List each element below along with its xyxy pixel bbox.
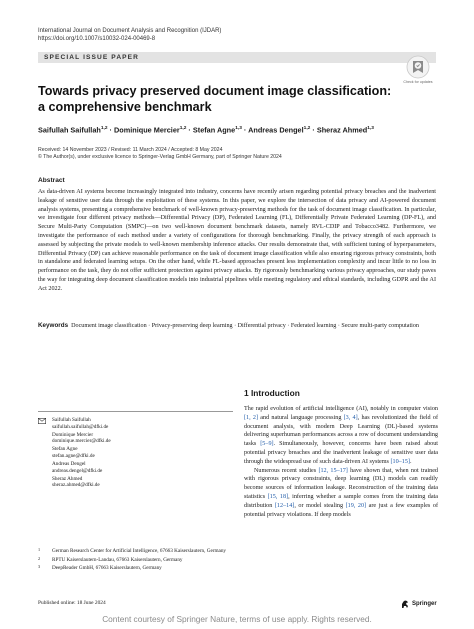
contact-email[interactable]: sheraz.ahmed@dfki.de [52, 482, 100, 489]
abstract-text: As data-driven AI systems become increasingly integrated into industry, concerns have recently arisen regarding potential privacy breaches and the inadvertent leakage of sensitive user data through the exploitation of these systems. In this paper, we explore the intersection of data privacy and AI-powered document analysis systems, presenting a comprehensive benchmark of well-known privacy-preserving methods for the task of document image classification. In particular, we investigate four different privacy methods—Differential Privacy (DP), Federated Learning (FL), Differentially Private Federated Learning (DP-FL), and Secure Multi-Party Computation (SMPC)—on two well-known document benchmark datasets, namely RVL-CDIP and Tobacco3482. Furthermore, we investigate the performance of each method under a variety of configurations for thorough benchmarking. Finally, the privacy strength of each approach is assessed by subjecting the private models to well-known membership inference attacks. Our results demonstrate that, with sufficient tuning of hyperparameters, Differential Privacy (DP) can achieve reasonable performance on the task of document image classification while also ensuring rigorous privacy constraints, both in standalone and federated learning setups. On the other hand, while FL-based approaches present less implementation complexity and incur little to no loss in performance on the task, they do not offer sufficient protection against privacy attacks. By rigorously benchmarking various privacy approaches, our study paves the way for integrating deep document classification models into industrial pipelines while meeting regulatory and ethical standards, including GDPR and the AI Act 2022. [38, 189, 436, 292]
author-affiliation-marker: 1,2 [179, 126, 187, 131]
author-contacts [38, 417, 233, 490]
special-issue-banner: SPECIAL ISSUE PAPER [38, 52, 436, 63]
springer-horse-icon [400, 599, 410, 609]
affiliation-text: DeepReader GmbH, 67663 Kaiserslautern, Germany [52, 565, 162, 572]
contact-entry [38, 446, 233, 459]
paragraph-text: have shown that, when not trained with rigorous privacy constraints, deep learning (DL) models can readily become sources of information leakage. Reconstruction of the training data statistics [244, 467, 438, 500]
paragraph-text: Numerous recent studies [254, 467, 319, 474]
introduction-body [244, 405, 438, 519]
citation-link[interactable]: [10–15] [390, 458, 410, 465]
paragraph-text: , or model stealing [294, 502, 346, 509]
affiliation-entry [38, 565, 233, 572]
journal-header [38, 27, 221, 43]
dates-line: Received: 14 November 2023 / Revised: 11 March 2024 / Accepted: 8 May 2024 [38, 147, 223, 153]
author-name[interactable]: Saifullah Saifullah [38, 125, 101, 135]
paragraph-text: . [409, 458, 412, 465]
citation-link[interactable]: [3, 4] [343, 414, 358, 421]
contact-name: Saifullah Saifullah [52, 417, 91, 423]
footnote-divider [38, 411, 233, 412]
keywords-text: Document image classification · Privacy-preserving deep learning · Differential privacy · Federated learning · Secure multi-party computation [71, 323, 419, 329]
check-for-updates-icon[interactable] [406, 55, 430, 79]
keywords-label: Keywords [38, 322, 69, 329]
publisher-logo [400, 599, 437, 609]
keywords [38, 321, 438, 331]
contact-email[interactable]: andreas.dengel@dfki.de [52, 467, 103, 474]
publisher-name: Springer [412, 601, 437, 607]
journal-name: International Journal on Document Analysis and Recognition (IJDAR) [38, 28, 222, 34]
copyright-line: © The Author(s), under exclusive licence to Springer-Verlag GmbH Germany, part of Springer Nature 2024 [38, 154, 282, 160]
paragraph-text: are just a few examples of potential privacy violations. If deep models [244, 502, 438, 518]
contact-email[interactable]: saifullah.saifullah@dfki.de [52, 423, 109, 430]
contact-name: Sheraz Ahmed [52, 475, 83, 482]
author-affiliation-marker: 1,2 [100, 126, 108, 131]
citation-link[interactable]: [5–9] [260, 441, 274, 448]
author-affiliation-marker: 1,3 [235, 126, 242, 131]
contact-entry [38, 432, 233, 445]
citation-link[interactable]: [12, 15–17] [318, 467, 348, 474]
affiliation-text: RPTU Kaiserslautern-Landau, 67663 Kaiserslautern, Germany [52, 556, 183, 563]
courtesy-footer: Content courtesy of Springer Nature, terms of use apply. Rights reserved. [102, 614, 372, 624]
affiliation-number: 2 [38, 555, 41, 561]
author-name[interactable]: Sheraz Ahmed [316, 125, 368, 135]
citation-link[interactable]: [19, 20] [345, 502, 367, 509]
envelope-icon [38, 418, 46, 424]
author-affiliation-marker: 1,2 [303, 126, 311, 131]
contact-email[interactable]: stefan.agne@dfki.de [52, 452, 95, 459]
paragraph-text: . Simultaneously, however, concerns have been raised about potential privacy breaches and the inadvertent leakage of sensitive user data through the widespread use of such data-driven AI systems [244, 441, 438, 465]
affiliations [38, 548, 233, 574]
article-dates [38, 147, 282, 161]
affiliation-entry [38, 548, 233, 555]
article-title: Towards privacy preserved document image classification: a comprehensive benchmark [38, 84, 392, 114]
affiliation-number: 3 [38, 564, 41, 570]
paragraph-text: , has revolutionized the field of document analysis, with modern Deep Learning (DL)-based systems delivering superhuman performances across a row of document understanding tasks [244, 414, 438, 448]
citation-link[interactable]: [1, 2] [244, 414, 259, 421]
contact-name: Stefan Agne [52, 446, 78, 453]
affiliation-text: German Research Center for Artificial Intelligence, 67663 Kaiserslautern, Germany [52, 548, 227, 554]
paragraph-text: The rapid evolution of artificial intelligence (AI), notably in computer vision [244, 406, 438, 412]
citation-link[interactable]: [15, 18] [267, 493, 289, 500]
contact-email[interactable]: dominique.mercier@dfki.de [52, 438, 111, 445]
author-name[interactable]: Dominique Mercier [114, 125, 180, 135]
paragraph-text: and natural language processing [258, 414, 344, 421]
contact-entry [38, 476, 233, 489]
author-name[interactable]: Andreas Dengel [248, 125, 304, 135]
check-for-updates-label[interactable]: Check for updates [403, 80, 433, 84]
paragraph [244, 405, 438, 467]
abstract-heading: Abstract [38, 177, 65, 184]
citation-link[interactable]: [12–14] [274, 502, 295, 509]
contact-entry [38, 461, 233, 474]
contact-entry [38, 417, 233, 430]
doi-link[interactable]: https://doi.org/10.1007/s10032-024-00469-8 [38, 36, 156, 42]
author-affiliation-marker: 1,3 [367, 126, 374, 131]
contact-name: Andreas Dengel [52, 461, 86, 468]
section-heading: 1 Introduction [244, 388, 300, 398]
published-date: Published online: 18 June 2024 [38, 600, 106, 606]
author-name[interactable]: Stefan Agne [192, 125, 236, 135]
contact-name: Dominique Mercier [52, 431, 94, 438]
author-list: Saifullah Saifullah$^{1,2}$ · Dominique Mercier$^{1,2}$ · Stefan Agne$^{1,3}$ · Andreas Dengel$^{1,2}$ · Sheraz Ahmed$^{1,3}$ [38, 125, 374, 135]
affiliation-entry [38, 557, 233, 564]
paragraph-text: , inferring whether a sample comes from the training data distribution [244, 493, 438, 509]
paragraph [244, 467, 438, 520]
affiliation-number: 1 [38, 547, 41, 552]
